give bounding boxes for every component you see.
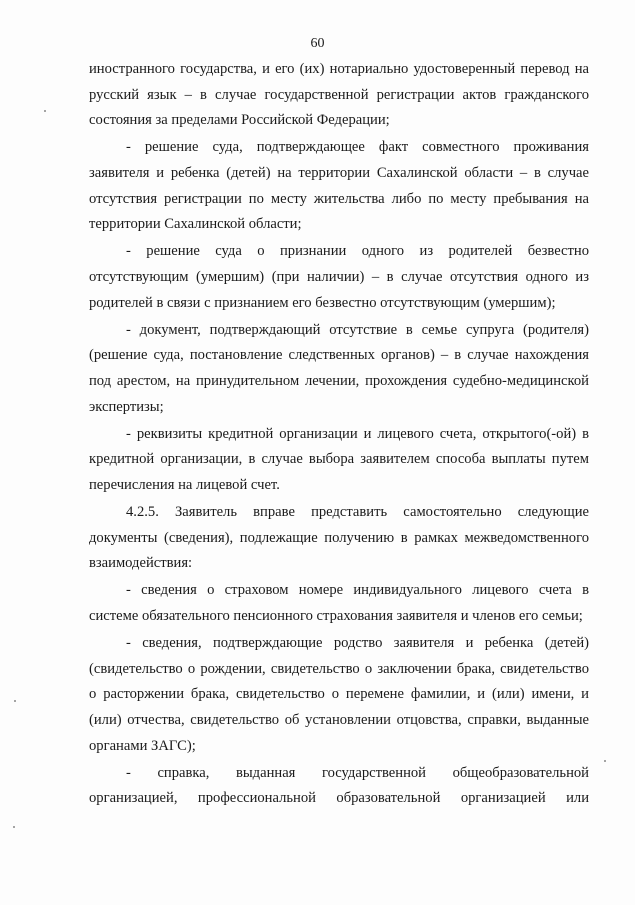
scan-speck — [604, 760, 606, 762]
scan-speck — [44, 110, 46, 112]
paragraph-school-certificate: - справка, выданная государственной общеобразовательной организацией, профессиональной образовательной организацией или — [89, 764, 589, 807]
scan-speck — [14, 700, 16, 702]
paragraph-4-2-5: 4.2.5. Заявитель вправе представить самостоятельно следующие документы (сведения), подлежащие получению в рамках межведомственного взаимодействия: — [89, 504, 589, 572]
page-body — [89, 57, 589, 812]
paragraph-foreign-translation: иностранного государства, и его (их) нотариально удостоверенный перевод на русский язык – в случае государственной регистрации актов гражданского состояния за пределами Российской Федерации; — [89, 61, 589, 129]
page-number: 60 — [310, 36, 325, 51]
paragraph-court-cohabitation: - решение суда, подтверждающее факт совместного проживания заявителя и ребенка (детей) на территории Сахалинской области – в случае отсутствия регистрации по месту жительства либо по месту пребывания на территории Сахалинской области; — [89, 139, 589, 233]
paragraph-bank-details: - реквизиты кредитной организации и лицевого счета, открытого(-ой) в кредитной организации, в случае выбора заявителем способа выплаты путем перечисления на лицевой счет. — [89, 425, 589, 493]
paragraph-absence-of-spouse: - документ, подтверждающий отсутствие в семье супруга (родителя) (решение суда, постановление следственных органов) – в случае нахождения под арестом, на принудительном лечении, прохождения судебно-медицинской экспертизы; — [89, 321, 589, 415]
paragraph-snils: - сведения о страховом номере индивидуального лицевого счета в системе обязательного пенсионного страхования заявителя и членов его семьи; — [89, 582, 589, 625]
scan-speck — [13, 826, 15, 828]
paragraph-court-missing-parent: - решение суда о признании одного из родителей безвестно отсутствующим (умершим) (при наличии) – в случае отсутствия одного из родителей в связи с признанием его безвестно отсутствующим (умершим); — [89, 243, 589, 311]
paragraph-kinship-documents: - сведения, подтверждающие родство заявителя и ребенка (детей) (свидетельство о рождении, свидетельство о заключении брака, свидетельство о расторжении брака, свидетельство о перемене фамилии, и (или) имени, и (или) отчества, свидетельство об установлении отцовства, справки, выданные органами ЗАГС); — [89, 635, 589, 754]
